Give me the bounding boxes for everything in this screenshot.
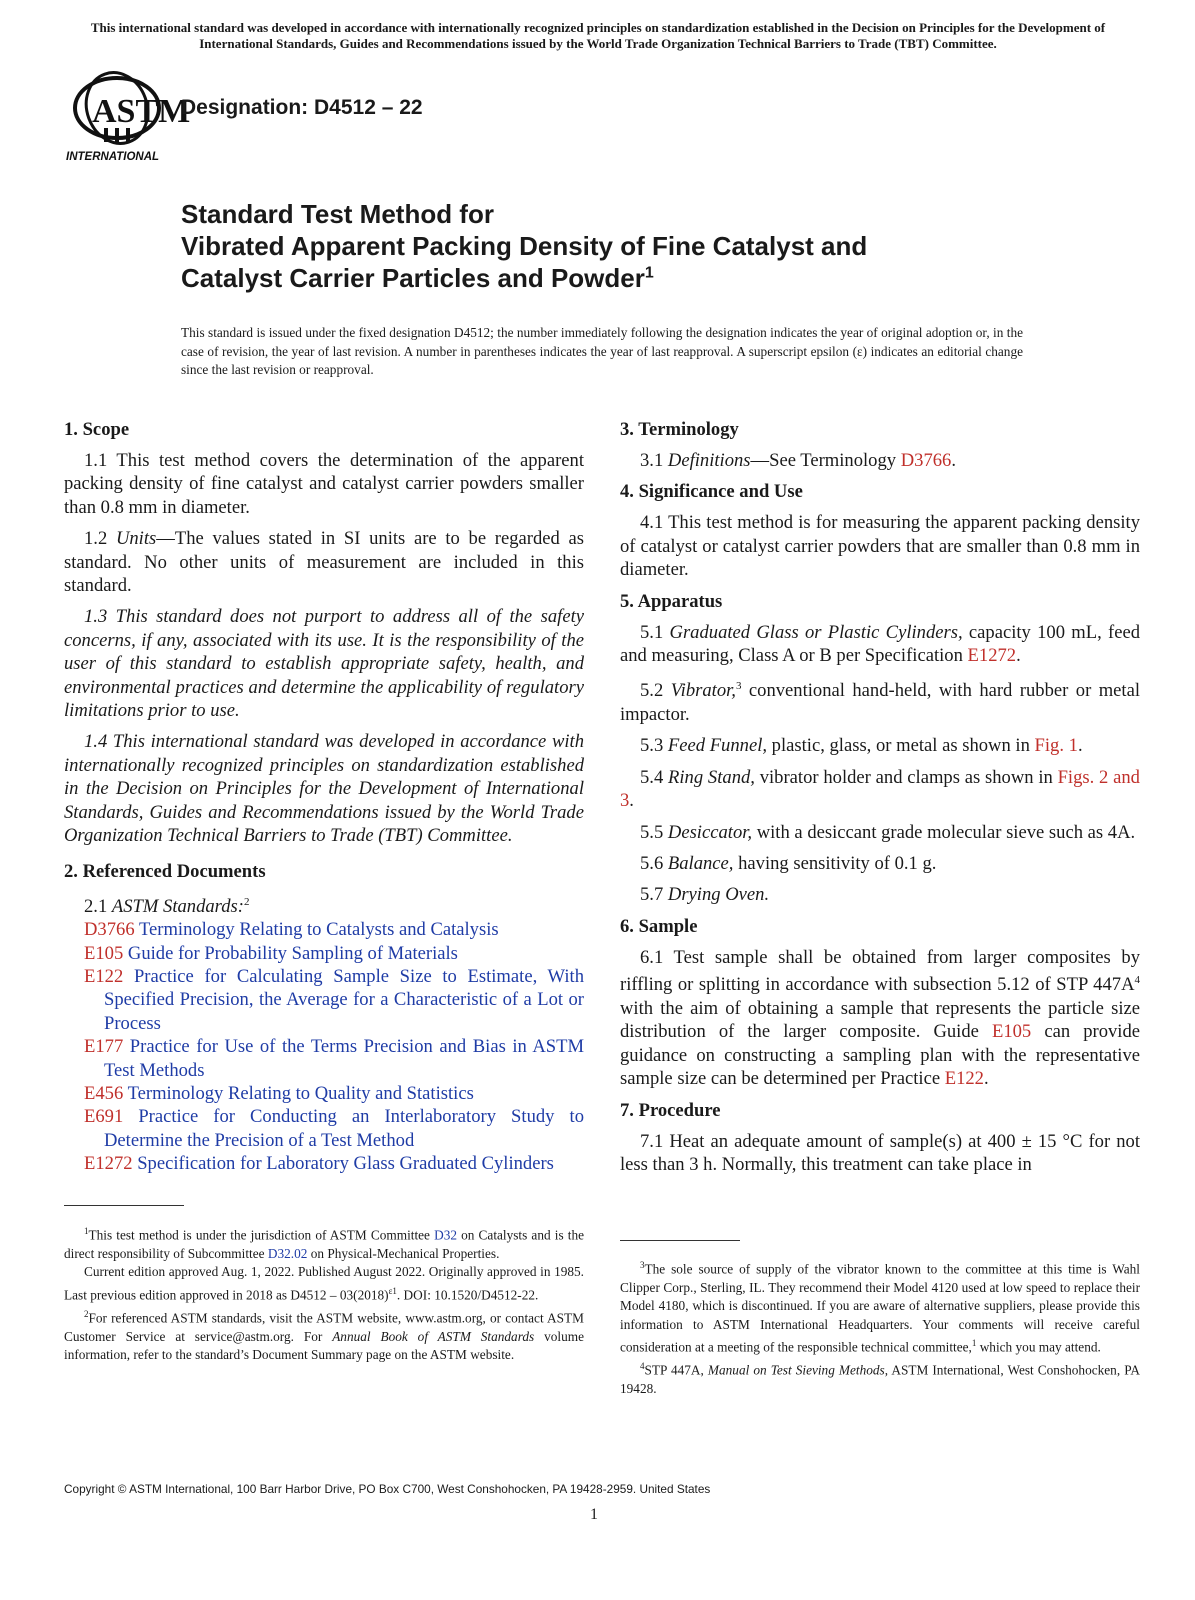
footnote-edition: Current edition approved Aug. 1, 2022. Published August 2022. Originally approved in 1985. Last previous edition approved in 2018 as $D4512 - 03(2018)^{\varepsilon 1}$. DOI: 10.1520/D4512-22. (64, 1264, 584, 1303)
ref-item[interactable]: E691 Practice for Conducting an Interlaboratory Study to Determine the Precision of a Test Method (84, 1106, 584, 1151)
terminology-heading: 3. Terminology (620, 419, 739, 440)
right-column (620, 418, 1140, 1184)
apparatus-item: 5.5 Desiccator, with a desiccant grade molecular sieve such as 4A. (640, 821, 1136, 843)
footnotes-left (64, 1222, 584, 1365)
astm-logo (64, 70, 191, 166)
footnote-3: $^3$The sole source of supply of the vibrator known to the committee at this time is Wahl Clipper Corp., Sterling, IL. They recommend their Model 4120 used at low speed to replace their Model 4180, which is discontinued. If you are aware of alternative suppliers, please provide this information to ASTM International Headquarters. Your comments will receive careful consideration at a meeting of the responsible technical committee,$^1$ which you may attend. (620, 1260, 1140, 1355)
ref-item[interactable]: E1272 Specification for Laboratory Glass Graduated Cylinders (84, 1153, 554, 1175)
scope-1-4: 1.4 This international standard was developed in accordance with internationally recognized principles on standardization established in the Decision on Principles for the Development of International Standards, Guides and Recommendations issued by the World Trade Organization Technical Barriers to Trade (TBT) Committee. (64, 731, 584, 847)
ref-item[interactable]: E122 Practice for Calculating Sample Size to Estimate, With Specified Precision, the Average for a Characteristic of a Lot or Process (84, 965, 584, 1034)
scope-1-2: 1.2 Units—The values stated in SI units are to be regarded as standard. No other units of measurement are included in this standard. (64, 528, 585, 597)
title-footnote-mark[interactable]: 1 (644, 264, 654, 282)
apparatus-item: 5.2 Vibrator,$^3$ conventional hand-held, with hard rubber or metal impactor. (620, 680, 1141, 726)
svg-text:ASTM: ASTM (92, 93, 191, 130)
significance-heading: 4. Significance and Use (620, 481, 803, 503)
copyright-line: Copyright © ASTM International, 100 Barr Harbor Drive, PO Box C700, West Conshohocken, PA 19428-2959. United States (64, 1482, 711, 1496)
link-d32-02[interactable]: D32.02 (267, 1245, 308, 1261)
apparatus-item: 5.1 Graduated Glass or Plastic Cylinders, capacity 100 mL, feed and measuring, Class A or B per Specification E1272. (620, 621, 1140, 667)
apparatus-item: 5.4 Ring Stand, vibrator holder and clamps as shown in Figs. 2 and 3. (620, 766, 1140, 812)
sample-heading: 6. Sample (620, 915, 698, 937)
ref-item[interactable]: E177 Practice for Use of the Terms Precision and Bias in ASTM Test Methods (84, 1036, 584, 1081)
terminology-3-1: 3.1 Definitions—See Terminology D3766. (640, 450, 956, 471)
apparatus-item: 5.3 Feed Funnel, plastic, glass, or metal as shown in Fig. 1. (640, 735, 1083, 757)
issue-note: This standard is issued under the fixed designation D4512; the number immediately following the designation indicates the year of original adoption or, in the case of revision, the year of last revision. A number in parentheses indicates the year of last reapproval. A superscript epsilon (ε) indicates an editorial change since the last revision or reapproval. (181, 325, 1023, 377)
footnotes-right (620, 1256, 1140, 1399)
apparatus-item: 5.6 Balance, having sensitivity of 0.1 g. (640, 853, 937, 875)
scope-heading: 1. Scope (64, 419, 130, 440)
designation: Designation: D4512 – 22 (181, 96, 423, 119)
footnote-4: $^4$STP 447A, Manual on Test Sieving Methods, ASTM International, West Conshohocken, PA 19428. (620, 1361, 1140, 1397)
left-column (64, 418, 584, 1188)
link-d32[interactable]: D32 (434, 1227, 457, 1243)
referenced-heading: 2. Referenced Documents (64, 860, 266, 882)
astm-logo-icon (64, 70, 191, 166)
footnote-divider-right (620, 1240, 740, 1241)
link-e122[interactable]: E122 (944, 1068, 984, 1090)
title-line-1: Standard Test Method for (181, 199, 494, 229)
link-e1272[interactable]: E1272 (967, 645, 1017, 667)
ref-item[interactable]: E456 Terminology Relating to Quality and Statistics (84, 1082, 474, 1104)
procedure-7-1: 7.1 Heat an adequate amount of sample(s) at 400 ± 15 °C for not less than 3 h. Normally, this treatment can take place in (620, 1130, 1140, 1175)
document-title (181, 198, 1081, 294)
footnote-divider-left (64, 1205, 184, 1206)
footnote-1: $^1$This test method is under the jurisdiction of ASTM Committee D32 on Catalysts and is the direct responsibility of Subcommittee D32.02 on Physical-Mechanical Properties. (64, 1226, 584, 1261)
link-d3766[interactable]: D3766 (900, 450, 952, 471)
ref-item[interactable]: E105 Guide for Probability Sampling of Materials (84, 942, 458, 964)
sample-6-1: 6.1 Test sample shall be obtained from larger composites by riffling or splitting in accordance with subsection 5.12 of STP $447A^4$ with the aim of obtaining a sample that represents the particle size distribution of the larger composite. Guide E105 can provide guidance on constructing a sampling plan with the representative sample size can be determined per Practice E122. (620, 946, 1140, 1090)
page-number: 1 (590, 1506, 598, 1523)
link-fig-1[interactable]: Fig. 1 (1034, 735, 1078, 757)
apparatus-item: 5.7 Drying Oven. (640, 884, 770, 906)
logo-text: INTERNATIONAL (66, 151, 160, 163)
referenced-list (64, 918, 584, 1175)
link-e105[interactable]: E105 (991, 1021, 1032, 1043)
scope-1-3: 1.3 This standard does not purport to address all of the safety concerns, if any, associated with its use. It is the responsibility of the user of this standard to establish appropriate safety, health, and environmental practices and determine the applicability of regulatory limitations prior to use. (64, 606, 584, 722)
apparatus-heading: 5. Apparatus (620, 590, 723, 612)
ref-item[interactable]: D3766 Terminology Relating to Catalysts and Catalysis (84, 919, 499, 941)
significance-4-1: 4.1 This test method is for measuring the apparent packing density of catalyst or catalyst carrier powders that are smaller than 0.8 mm in diameter. (620, 512, 1140, 581)
referenced-subheading: 2.1 ASTM Standards:$^2$ (84, 895, 250, 917)
link-figs-2-3[interactable]: Figs. 2 and 3 (620, 766, 1140, 812)
title-line-2: Vibrated Apparent Packing Density of Fine Catalyst and (181, 231, 868, 261)
scope-1-1: 1.1 This test method covers the determination of the apparent packing density of fine catalyst and catalyst carrier powders smaller than 0.8 mm in diameter. (64, 450, 584, 518)
top-notice: This international standard was developed in accordance with internationally recognized principles on standardization established in the Decision on Principles for the Development of International Standards, Guides and Recommendations issued by the World Trade Organization Technical Barriers to Trade (TBT) Committee. (90, 20, 1106, 51)
procedure-heading: 7. Procedure (620, 1099, 721, 1121)
footnote-2: $^2$For referenced ASTM standards, visit the ASTM website, www.astm.org, or contact ASTM Customer Service at service@astm.org. For Annual Book of ASTM Standards volume information, refer to the standard’s Document Summary page on the ASTM website. (64, 1308, 584, 1363)
title-line-3: Catalyst Carrier Particles and Powder$^1$ (181, 263, 654, 293)
